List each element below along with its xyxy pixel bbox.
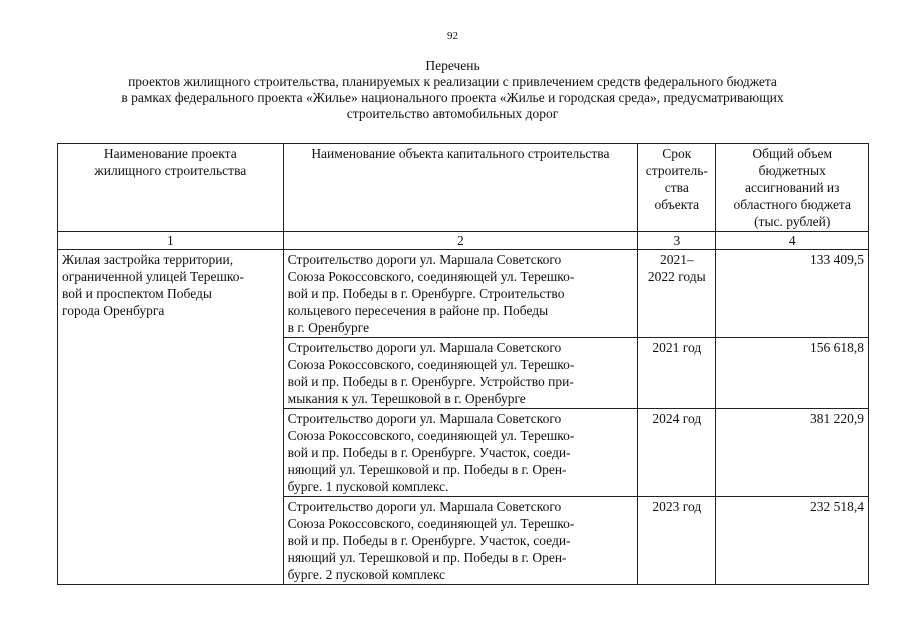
project-name-cell: Жилая застройка территории, ограниченной улицей Терешко- вой и проспектом Победы города Оренбурга	[58, 250, 284, 585]
header-project-name: Наименование проекта жилищного строительства	[58, 144, 284, 232]
term-cell: 2023 год	[638, 497, 716, 585]
title-line-1: Перечень	[425, 58, 480, 73]
projects-table	[57, 143, 869, 585]
column-number: 3	[638, 232, 716, 250]
amount-cell: 156 618,8	[716, 338, 869, 409]
term-cell: 2021– 2022 годы	[638, 250, 716, 338]
header-construction-term: Срок строитель- ства объекта	[638, 144, 716, 232]
term-cell: 2024 год	[638, 409, 716, 497]
column-number: 1	[58, 232, 284, 250]
title-line-4: строительство автомобильных дорог	[346, 106, 559, 121]
header-object-name: Наименование объекта капитального строительства	[283, 144, 637, 232]
object-name-cell: Строительство дороги ул. Маршала Советского Союза Рокоссовского, соединяющей ул. Терешко- вой и пр. Победы в г. Оренбурге. Строительство кольцевого пересечения в районе пр. Победы в г. Оренбурге	[283, 250, 637, 338]
document-title	[40, 58, 865, 122]
column-number: 4	[716, 232, 869, 250]
table-row	[58, 250, 869, 338]
column-number-row	[58, 232, 869, 250]
object-name-cell: Строительство дороги ул. Маршала Советского Союза Рокоссовского, соединяющей ул. Терешко- вой и пр. Победы в г. Оренбурге. Участок, соеди- няющий ул. Терешковой и пр. Победы в г. Орен- бурге. 1 пусковой комплекс.	[283, 409, 637, 497]
title-line-3: в рамках федерального проекта «Жилье» национального проекта «Жилье и городская среда», предусматривающих	[121, 90, 784, 105]
amount-cell: 232 518,4	[716, 497, 869, 585]
title-line-2: проектов жилищного строительства, планируемых к реализации с привлечением средств федерального бюджета	[128, 74, 777, 89]
table-header-row	[58, 144, 869, 232]
object-name-cell: Строительство дороги ул. Маршала Советского Союза Рокоссовского, соединяющей ул. Терешко- вой и пр. Победы в г. Оренбурге. Устройство при- мыкания к ул. Терешковой в г. Оренбурге	[283, 338, 637, 409]
header-budget-amount: Общий объем бюджетных ассигнований из областного бюджета (тыс. рублей)	[716, 144, 869, 232]
object-name-cell: Строительство дороги ул. Маршала Советского Союза Рокоссовского, соединяющей ул. Терешко- вой и пр. Победы в г. Оренбурге. Участок, соеди- няющий ул. Терешковой и пр. Победы в г. Орен- бурге. 2 пусковой комплекс	[283, 497, 637, 585]
term-cell: 2021 год	[638, 338, 716, 409]
amount-cell: 133 409,5	[716, 250, 869, 338]
column-number: 2	[283, 232, 637, 250]
page-number: 92	[447, 30, 458, 42]
amount-cell: 381 220,9	[716, 409, 869, 497]
